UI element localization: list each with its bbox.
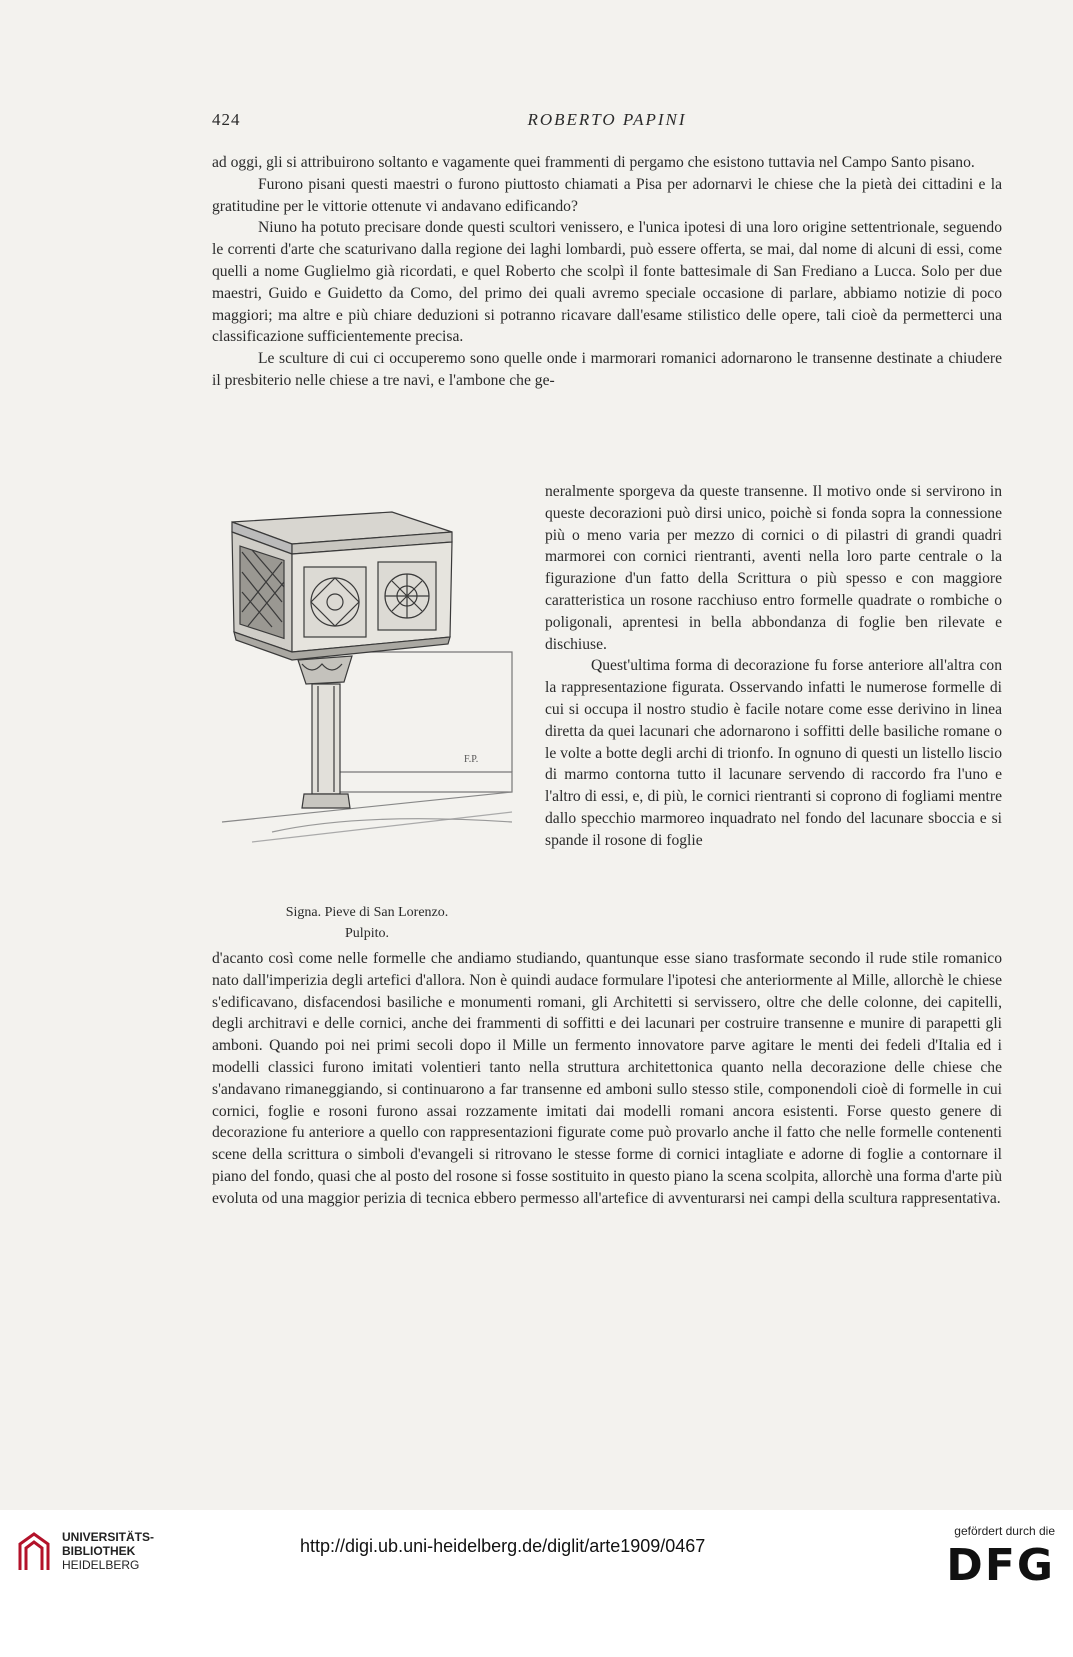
page-number: 424 <box>212 110 241 129</box>
text-block-side <box>545 481 1002 852</box>
source-url-link[interactable]: http://digi.ub.uni-heidelberg.de/diglit/arte1909/0467 <box>300 1536 706 1556</box>
dfg-logo: DFG <box>946 1540 1055 1591</box>
paragraph: Quest'ultima forma di decorazione fu forse anteriore all'altra con la rappresentazione figurata. Osservando infatti le numerose formelle di cui si occupa il nostro studio è facile notare come esse derivino in linea diretta da quei lacunari che adornarono i soffitti delle basiliche romane o le volte a botte degli archi di trionfo. In ognuno di questi un listello liscio di marmo contorna tutto il lacunare servendo di raccordo fra l'uno e l'altro di essi, e, di più, le cornici rientranti si coprono di fogliami mentre dallo specchio marmoreo inquadrato nel fondo del lacunare sboccia e si spande il rosone di foglie <box>545 657 1002 849</box>
running-title: ROBERTO PAPINI <box>527 110 687 129</box>
paragraph: d'acanto così come nelle formelle che andiamo studiando, quantunque esse siano trasformate secondo il rude stile romanico nato dall'imperizia degli artefici d'allora. Non è quindi audace formulare l'ipotesi che anteriormente al Mille, allorchè le chiese s'edificavano, disfacendosi basiliche e monumenti romani, gli Architetti si servissero, oltre che delle colonne, dei capitelli, degli architravi e delle cornici, anche dei frammenti di soffitti e dei lacunari per costruire transenne e munire di parapetti gli amboni. Quando poi nei primi secoli dopo il Mille un fermento innovatore parve agitare le menti dei fedeli d'Italia ed i modelli classici furono imitati volentieri tanto nella struttura architettonica quanto nella decorazione delle chiese che s'andavano rimaneggiando, si continuarono a far transenne ed amboni sullo stesso stile, componendoli cioè di formelle in cui cornici, foglie e rosoni furono assai rozzamente imitati dai modelli romani ancora esistenti. Forse questo genere di decorazione fu anteriore a quello con rappresentazioni figurate come può provarlo anche il fatto che nelle formelle contenenti scene della scrittura o simboli d'evangeli si ritrovano le stesse forme di cornici intagliate e adorne di foglie a contornare il piano del fondo, quasi che al posto del rosone si fosse sostituito in questo piano la scena scolpita, allorchè una forma d'arte più evoluta od una maggior perizia di tecnica ebbero permesso all'artefice di avventurarsi nei campi della scultura rappresentativa. <box>212 950 1002 1207</box>
text-block-bottom <box>212 948 1002 1210</box>
library-name <box>62 1530 154 1572</box>
paragraph: Le sculture di cui ci occuperemo sono quelle onde i marmorari romanici adornarono le transenne destinate a chiudere il presbiterio nelle chiese a tre navi, e l'ambone che ge- <box>212 350 1002 389</box>
paragraph: ad oggi, gli si attribuirono soltanto e vagamente quei frammenti di pergamo che esistono tuttavia nel Campo Santo pisano. <box>212 154 975 171</box>
engraver-signature: F.P. <box>464 754 479 765</box>
university-library-logo-icon <box>16 1530 52 1574</box>
caption-line: Pulpito. <box>345 926 389 941</box>
library-line: HEIDELBERG <box>62 1558 140 1572</box>
text-block-top <box>212 152 1002 392</box>
paragraph: Furono pisani questi maestri o furono piuttosto chiamati a Pisa per adornarvi le chiese che la pietà dei cittadini e la gratitudine per le vittorie ottenute vi andavano edificando? <box>212 175 1002 215</box>
library-line: BIBLIOTHEK <box>62 1544 136 1558</box>
pulpit-illustration <box>212 492 522 882</box>
paragraph: Niuno ha potuto precisare donde questi scultori venissero, e l'unica ipotesi di una loro origine settentrionale, seguendo le correnti d'arte che scaturivano dalla regione dei laghi lombardi, può essere offerta, se mai, dal nome di alcuni di essi, come quelli a nome Guglielmo già ricordati, e quel Roberto che scolpì il fonte battesimale di San Frediano a Lucca. Solo per due maestri, Guido e Guidetto da Como, del primo dei quali avremo speciale occasione di parlare, abbiamo notizie di poco maggiori; ma altre e più chiare deduzioni si potranno ricavare dall'esame stilistico delle opere, tali cioè da permetterci una classificazione sufficientemente precisa. <box>212 219 1002 346</box>
pulpit-engraving-icon <box>212 492 522 882</box>
digitization-footer <box>0 1510 1073 1657</box>
running-head <box>212 110 1002 134</box>
library-line: UNIVERSITÄTS- <box>62 1530 155 1544</box>
funding-label: gefördert durch die <box>954 1524 1055 1538</box>
paragraph: neralmente sporgeva da queste transenne. Il motivo onde si servirono in queste decorazioni può dirsi unico, poichè si fonda sopra la connessione più o meno varia per mezzo di cornici o di pilastri di grandi quadri marmorei con cornici rientranti, aventi nella loro parte centrale o la figurazione d'un fatto della Scrittura o più spesso e con maggiore caratteristica un rosone racchiuso entro formelle quadrate o rombiche o poligonali, aprentesi in bella abbondanza di foglie ben rilevate e dischiuse. <box>545 483 1002 653</box>
figure-caption <box>212 902 522 944</box>
caption-line: Signa. Pieve di San Lorenzo. <box>285 905 449 920</box>
